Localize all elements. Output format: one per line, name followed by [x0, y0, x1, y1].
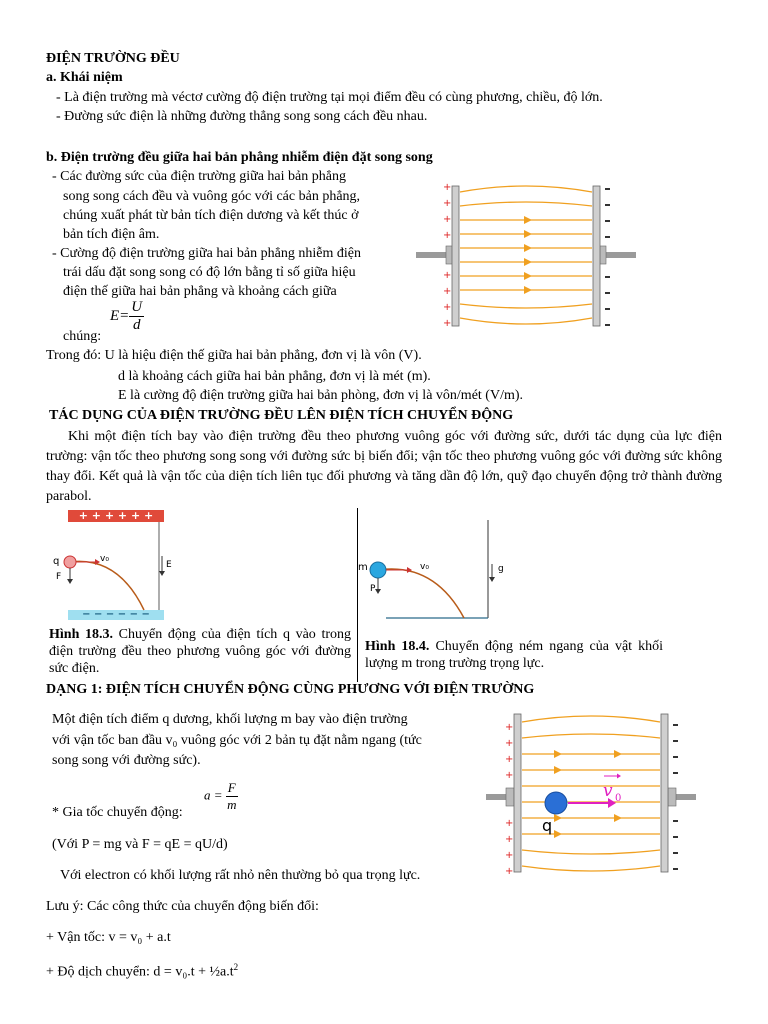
capacitor-field-figure	[412, 180, 640, 336]
label-v0: v	[603, 781, 613, 801]
svg-text:+: +	[443, 214, 452, 225]
note-line: (Với P = mg và F = qE = qU/d)	[52, 837, 228, 852]
figure-18-4-caption: Hình 18.4. Chuyển động ném ngang của vật khối lượng m trong trường trọng lực.	[365, 639, 664, 671]
svg-text:+: +	[505, 770, 514, 781]
section-b-heading: b. Điện trường đều giữa hai bản phẳng nhiễm điện đặt song song	[46, 150, 433, 165]
electron-line: Với electron có khối lượng rất nhỏ nên thường bỏ qua trọng lực.	[60, 868, 421, 883]
label-m: m	[358, 562, 368, 573]
label-v0-subscript: 0	[615, 793, 622, 804]
svg-text:+: +	[505, 866, 514, 877]
charge-q	[64, 556, 76, 568]
displacement-formula: + Độ dịch chuyển: $d = v_0.t + \frac{1}{2}a.t^2$	[46, 962, 239, 980]
positive-plate	[452, 186, 459, 326]
negative-plate: − − − − − −	[68, 610, 164, 620]
section-d-line: với vận tốc ban đầu v₀ vuông góc với 2 bản tụ đặt nằm ngang (tức	[52, 733, 422, 748]
page-title: ĐIỆN TRƯỜNG ĐỀU	[46, 51, 180, 66]
svg-text:+: +	[505, 738, 514, 749]
section-c-heading: TÁC DỤNG CỦA ĐIỆN TRƯỜNG ĐỀU LÊN ĐIỆN TÍCH CHUYỂN ĐỘNG	[49, 408, 514, 423]
section-b-line: - Các đường sức của điện trường giữa hai bản phẳng	[52, 169, 346, 184]
svg-text:+: +	[443, 198, 452, 209]
figure-18-4	[358, 518, 524, 628]
label-v0: v₀	[100, 554, 109, 564]
trajectory	[70, 561, 144, 610]
label-g: g	[498, 564, 504, 574]
section-b-line: chúng:	[63, 329, 102, 344]
formula-a-f-m: a = $\frac{F}{m}$	[204, 780, 237, 812]
section-d-line: Một điện tích điểm q dương, khối lượng m bay vào điện trường	[52, 712, 408, 727]
where-line: d là khoảng cách giữa hai bản phẳng, đơn vị là mét (m).	[118, 369, 431, 384]
velocity-formula: + Vận tốc: v = v₀ + a.t	[46, 930, 171, 945]
negative-plate	[661, 714, 668, 872]
mass-m	[370, 562, 386, 578]
section-b-line: - Cường độ điện trường giữa hai bản phẳng nhiễm điện	[52, 246, 361, 261]
luu-y-line: Lưu ý: Các công thức của chuyển động biến đổi:	[46, 899, 319, 914]
accel-label: * Gia tốc chuyển động:	[52, 805, 183, 820]
formula-e-u-d: E= $\frac{U}{d}$	[110, 299, 143, 333]
label-e: E	[166, 560, 172, 570]
label-q: q	[542, 816, 553, 835]
svg-text:+: +	[505, 818, 514, 829]
svg-text:+: +	[443, 318, 452, 329]
label-f: F	[56, 572, 62, 582]
section-d-heading: DẠNG 1: ĐIỆN TÍCH CHUYỂN ĐỘNG CÙNG PHƯƠNG VỚI ĐIỆN TRƯỜNG	[46, 682, 535, 697]
section-b-line: song song cách đều và vuông góc với các bản phẳng,	[63, 189, 361, 204]
positive-plate	[514, 714, 521, 872]
section-c-paragraph: Khi một điện tích bay vào điện trường đều theo phương vuông góc với đường sức, dưới tác dụng của lực điện trường: vận tốc theo phương song song với đường sức bị biến đổi; vận tốc theo phương vuông góc với đường sức không thay đổi. Kết quả là vận tốc của diện tích liên tục đối phương và tăng dần độ lớn, quỹ đạo chuyển động trở thành đường parabol.	[46, 429, 722, 504]
negative-plate	[593, 186, 600, 326]
charge-q	[545, 792, 567, 814]
field-lines	[522, 716, 660, 871]
label-q: q	[53, 556, 60, 567]
positive-plate: + + + + + +	[68, 510, 164, 522]
section-b-line: điện thế giữa hai bản phẳng và khoảng cách giữa	[63, 284, 337, 299]
svg-text:+: +	[505, 850, 514, 861]
section-b-line: chúng xuất phát từ bản tích điện dương và kết thúc ở	[63, 208, 359, 223]
figure-18-3	[48, 508, 178, 624]
svg-text:+: +	[443, 286, 452, 297]
where-line: Trong đó: U là hiệu điện thế giữa hai bản phẳng, đơn vị là vôn (V).	[46, 348, 422, 363]
svg-text:+: +	[443, 182, 452, 193]
label-v0: v₀	[420, 562, 429, 572]
where-line: E là cường độ điện trường giữa hai bản phòng, đơn vị là vôn/mét (V/m).	[118, 388, 524, 403]
svg-text:+: +	[505, 722, 514, 733]
trajectory	[378, 569, 464, 618]
capacitor-charge-figure	[484, 708, 698, 878]
svg-text:+: +	[443, 302, 452, 313]
svg-text:+: +	[505, 834, 514, 845]
figure-18-3-caption: Hình 18.3. Chuyển động của điện tích q vào trong điện trường đều theo phương vuông góc với đường sức điện.	[49, 627, 352, 676]
svg-text:+: +	[443, 270, 452, 281]
field-lines	[460, 186, 592, 324]
label-p: P	[370, 584, 376, 594]
section-a-item: - Là điện trường mà véctơ cường độ điện trường tại mọi điểm đều có cùng phương, chiều, độ lớn.	[56, 90, 603, 105]
section-b-line: trái dấu đặt song song có độ lớn bằng tỉ số giữa hiệu	[63, 265, 356, 280]
section-a-heading: a. Khái niệm	[46, 70, 123, 85]
section-d-line: song song với đường sức).	[52, 753, 201, 768]
section-b-line: bản tích điện âm.	[63, 227, 160, 242]
svg-text:+: +	[505, 754, 514, 765]
section-a-item: - Đường sức điện là những đường thẳng song song cách đều nhau.	[56, 109, 428, 124]
svg-text:+: +	[443, 230, 452, 241]
figure-divider	[357, 508, 358, 682]
